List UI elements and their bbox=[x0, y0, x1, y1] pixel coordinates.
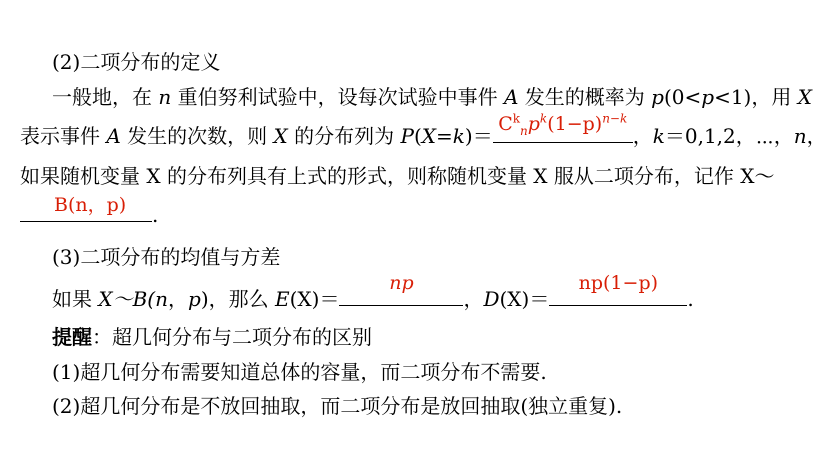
text: (X)＝ bbox=[499, 287, 550, 311]
answer-notation: B(n，p) bbox=[54, 194, 127, 216]
answer-binomial-formula bbox=[493, 111, 633, 138]
var-n: n bbox=[155, 287, 168, 311]
text: ， bbox=[168, 287, 188, 311]
tip-heading bbox=[52, 324, 372, 350]
section-heading-mean-variance bbox=[52, 244, 280, 270]
var-p: p bbox=[651, 85, 664, 109]
var-p-upper: P bbox=[400, 124, 414, 148]
text: . bbox=[152, 203, 159, 227]
text: 如果随机变量 X 的分布列具有上式的形式，则称随机变量 X 服从二项分布，记作 X～ bbox=[20, 164, 775, 188]
text: 重伯努利试验中，设每次试验中事件 bbox=[171, 85, 504, 109]
var-a: A bbox=[106, 124, 121, 148]
text: . bbox=[687, 287, 694, 311]
text: ( bbox=[413, 124, 422, 148]
var-x: X bbox=[797, 85, 812, 109]
tip-item-2 bbox=[52, 393, 622, 419]
var-x: X bbox=[273, 124, 288, 148]
var-a: A bbox=[503, 85, 519, 109]
var-n: n bbox=[793, 124, 807, 148]
text: )，那么 bbox=[200, 287, 275, 311]
text: )＝ bbox=[464, 124, 493, 148]
term: (1−p) bbox=[547, 113, 603, 135]
text: (1)超几何分布需要知道总体的容量，而二项分布不需要. bbox=[52, 360, 547, 384]
paragraph-line-3 bbox=[20, 163, 775, 189]
text: <1)，用 bbox=[714, 85, 798, 109]
tip-item-1 bbox=[52, 359, 547, 385]
text: 一般地，在 bbox=[52, 85, 159, 109]
var-d: D bbox=[483, 287, 500, 311]
text: ， bbox=[806, 124, 827, 148]
text: (0< bbox=[663, 85, 702, 109]
combination-c: C bbox=[498, 113, 513, 135]
var-x: X bbox=[421, 124, 437, 148]
text: ， bbox=[632, 124, 653, 148]
sup-exponent: n−k bbox=[602, 111, 628, 126]
var-p: p bbox=[527, 113, 540, 135]
var-e: E bbox=[274, 287, 290, 311]
text: 表示事件 bbox=[20, 124, 107, 148]
heading-text: (3)二项分布的均值与方差 bbox=[52, 245, 281, 269]
var-k: k bbox=[452, 124, 465, 148]
tip-text: ：超几何分布与二项分布的区别 bbox=[92, 325, 372, 349]
heading-text: (2)二项分布的定义 bbox=[52, 50, 221, 74]
var-k: k bbox=[652, 124, 665, 148]
answer-blank-2 bbox=[20, 194, 152, 222]
answer-blank-4 bbox=[549, 272, 687, 306]
paragraph-line-5 bbox=[52, 272, 694, 312]
answer-blank-3 bbox=[339, 272, 463, 306]
text: X～B( bbox=[98, 287, 156, 311]
paragraph-line-4 bbox=[20, 194, 159, 228]
sup-k: k bbox=[512, 111, 521, 126]
text: = bbox=[436, 124, 453, 148]
text: 发生的次数，则 bbox=[120, 124, 274, 148]
sup-k: k bbox=[539, 111, 548, 126]
text: 的分布列为 bbox=[287, 124, 401, 148]
var-p: p bbox=[701, 85, 715, 109]
paragraph-line-1 bbox=[52, 84, 812, 110]
section-heading-definition bbox=[52, 49, 220, 75]
answer-variance: np(1−p) bbox=[578, 272, 659, 294]
tip-label: 提醒 bbox=[52, 325, 92, 349]
paragraph-line-2 bbox=[20, 111, 827, 149]
text: 如果 bbox=[52, 287, 99, 311]
answer-blank-1 bbox=[493, 111, 633, 143]
var-p: p bbox=[188, 287, 201, 311]
text: ， bbox=[463, 287, 484, 311]
sub-n: n bbox=[520, 123, 528, 138]
text: (2)超几何分布是不放回抽取，而二项分布是放回抽取(独立重复). bbox=[52, 394, 623, 418]
var-n: n bbox=[158, 85, 172, 109]
text: ＝0,1,2，⋯， bbox=[664, 124, 794, 148]
text: (X)＝ bbox=[289, 287, 340, 311]
text: 发生的概率为 bbox=[518, 85, 652, 109]
answer-mean: np bbox=[389, 272, 414, 294]
